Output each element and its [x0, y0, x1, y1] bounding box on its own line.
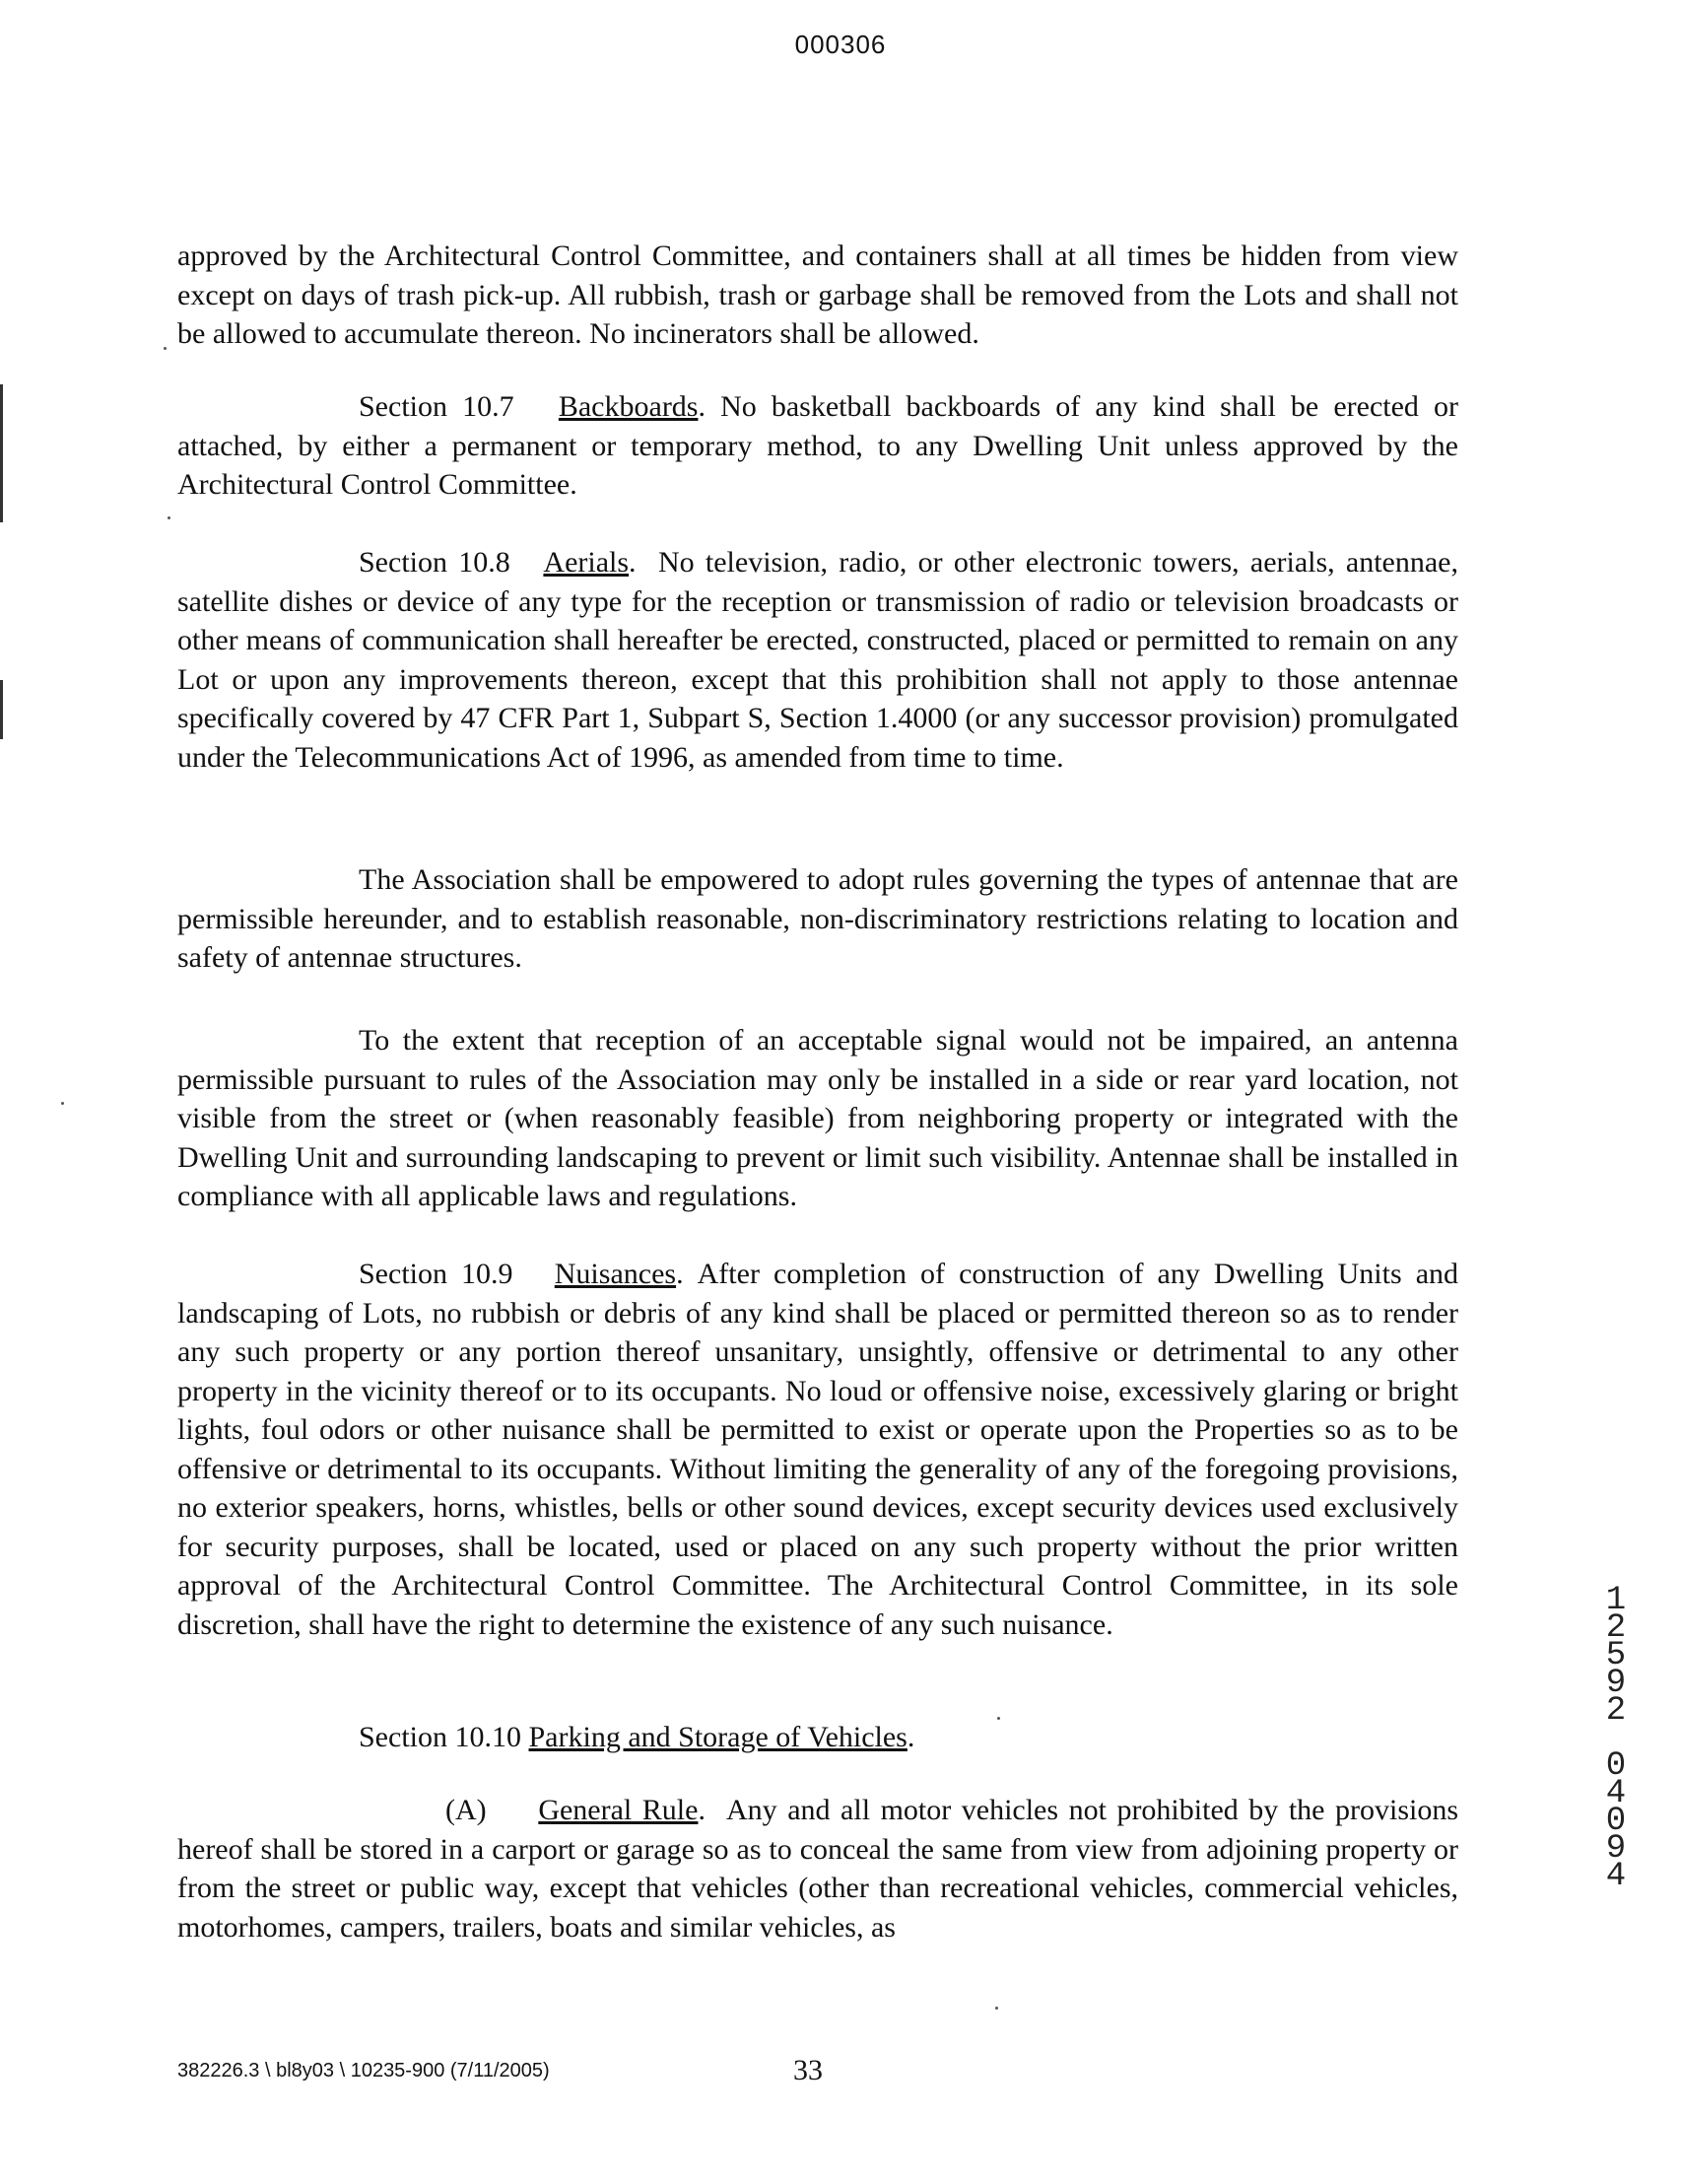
section-text: No television, radio, or other electronic towers, aerials, antennae, satellite dishes or device of any type for the reception or transmission of radio or television broadcasts or other means of communication shall hereafter be erected, constructed, placed or permitted to remain on any Lot or upon any improvements thereon, except that this prohibition shall not apply to those antennae specifically covered by 47 CFR Part 1, Subpart S, Section 1.4000 (or any successor provision) promulgated under the Telecommunications Act of 1996, as amended from time to time. [177, 546, 1459, 774]
section-text: After completion of construction of any Dwelling Units and landscaping of Lots, no rubbish or debris of any kind shall be placed or permitted thereon so as to render any such property or any portion thereof unsanitary, unsightly, offensive or detrimental to any other property in the vicinity thereof or to its occupants. No loud or offensive noise, excessively glaring or bright lights, foul odors or other nuisance shall be permitted to exist or operate upon the Properties so as to be offensive or detrimental to its occupants. Without limiting the generality of any of the foregoing provisions, no exterior speakers, horns, whistles, bells or other sound devices, except security devices used exclusively for security purposes, shall be located, used or placed on any such property without the prior written approval of the Architectural Control Committee. The Architectural Control Committee, in its sole discretion, shall have the right to determine the existence of any such nuisance. [177, 1258, 1459, 1641]
section-10-10-heading: Section 10.10 Parking and Storage of Vehicles. [359, 1721, 915, 1753]
stamp-digit: 2 [1605, 1692, 1627, 1730]
section-number: Section 10.8 [359, 546, 510, 579]
page-number: 33 [793, 2054, 823, 2086]
section-10-8-aerials: Section 10.8 Aerials. No television, radio, or other electronic towers, aerials, antennae, satellite dishes or device of any type for the reception or transmission of radio or television broadcasts or other means of communication shall hereafter be erected, constructed, placed or permitted to remain on any Lot or upon any improvements thereon, except that this prohibition shall not apply to those antennae specifically covered by 47 CFR Part 1, Subpart S, Section 1.4000 (or any successor provision) promulgated under the Telecommunications Act of 1996, as amended from time to time. [177, 546, 1459, 774]
stamp-digit: 9 [1605, 1665, 1627, 1702]
section-title: Nuisances [554, 1258, 677, 1290]
subsection-title: General Rule [538, 1794, 699, 1826]
section-title: Parking and Storage of Vehicles [528, 1721, 908, 1753]
subsection-label: (A) [445, 1794, 487, 1826]
scan-speck [168, 516, 170, 519]
stamp-digit: 0 [1605, 1803, 1627, 1840]
stamp-digit: 4 [1605, 1858, 1627, 1895]
section-number: Section 10.7 [359, 390, 514, 423]
stamp-digit: 9 [1605, 1830, 1627, 1868]
section-number: Section 10.9 [359, 1258, 513, 1290]
section-10-10-a-general-rule: (A) General Rule. Any and all motor vehicles not prohibited by the provisions hereof shall be stored in a carport or garage so as to conceal the same from view from adjoining property or from the street or public way, except that vehicles (other than recreational vehicles, commercial vehicles, motorhomes, campers, trailers, boats and similar vehicles, as [177, 1794, 1459, 1944]
scan-margin-mark [0, 384, 3, 522]
subsection-text: Any and all motor vehicles not prohibited by the provisions hereof shall be stored in a carport or garage so as to conceal the same from view from adjoining property or from the street or public way, except that vehicles (other than recreational vehicles, commercial vehicles, motorhomes, campers, trailers, boats and similar vehicles, as [177, 1794, 1459, 1944]
paragraph-antenna-extent: To the extent that reception of an acceptable signal would not be impaired, an antenna permissible pursuant to rules of the Association may only be installed in a side or rear yard location, not visible from the street or (when reasonably feasible) from neighboring property or integrated with the Dwelling Unit and surrounding landscaping to prevent or limit such visibility. Antennae shall be installed in compliance with all applicable laws and regulations. [177, 1024, 1458, 1212]
footer-document-id: 382226.3 \ bl8y03 \ 10235-900 (7/11/2005) [177, 2060, 550, 2082]
scan-speck [995, 2007, 998, 2010]
stamp-digit: 1 [1605, 1582, 1627, 1619]
bates-number: 000306 [794, 30, 887, 59]
stamp-digit: 2 [1605, 1609, 1627, 1647]
section-text: No basketball backboards of any kind shall be erected or attached, by either a permanent or temporary method, to any Dwelling Unit unless approved by the Architectural Control Committee. [177, 390, 1458, 501]
stamp-digit: 0 [1605, 1747, 1627, 1785]
section-10-7-backboards: Section 10.7 Backboards. No basketball backboards of any kind shall be erected or attached, by either a permanent or temporary method, to any Dwelling Unit unless approved by the Architectural Control Committee. [177, 390, 1458, 501]
stamp-digit: 5 [1605, 1637, 1627, 1674]
section-number: Section 10.10 [359, 1721, 521, 1753]
scan-margin-mark [0, 680, 3, 739]
section-title: Aerials [543, 546, 630, 579]
section-title: Backboards [558, 390, 699, 423]
section-10-9-nuisances: Section 10.9 Nuisances. After completion of construction of any Dwelling Units and landscaping of Lots, no rubbish or debris of any kind shall be placed or permitted thereon so as to render any such property or any portion thereof unsanitary, unsightly, offensive or detrimental to any other property in the vicinity thereof or to its occupants. No loud or offensive noise, excessively glaring or bright lights, foul odors or other nuisance shall be permitted to exist or operate upon the Properties so as to be offensive or detrimental to its occupants. Without limiting the generality of any of the foregoing provisions, no exterior speakers, horns, whistles, bells or other sound devices, except security devices used exclusively for security purposes, shall be located, used or placed on any such property without the prior written approval of the Architectural Control Committee. The Architectural Control Committee, in its sole discretion, shall have the right to determine the existence of any such nuisance. [177, 1258, 1459, 1641]
scan-speck [164, 347, 167, 350]
side-recording-stamp [1596, 1582, 1636, 1895]
stamp-digit: 4 [1605, 1775, 1627, 1812]
paragraph-trash-continuation: approved by the Architectural Control Committee, and containers shall at all times be hidden from view except on days of trash pick-up. All rubbish, trash or garbage shall be removed from the Lots and shall not be allowed to accumulate thereon. No incinerators shall be allowed. [177, 239, 1458, 350]
paragraph-association-rules: The Association shall be empowered to adopt rules governing the types of antennae that are permissible hereunder, and to establish reasonable, non-discriminatory restrictions relating to location and safety of antennae structures. [177, 863, 1458, 974]
scan-speck [61, 1102, 64, 1105]
